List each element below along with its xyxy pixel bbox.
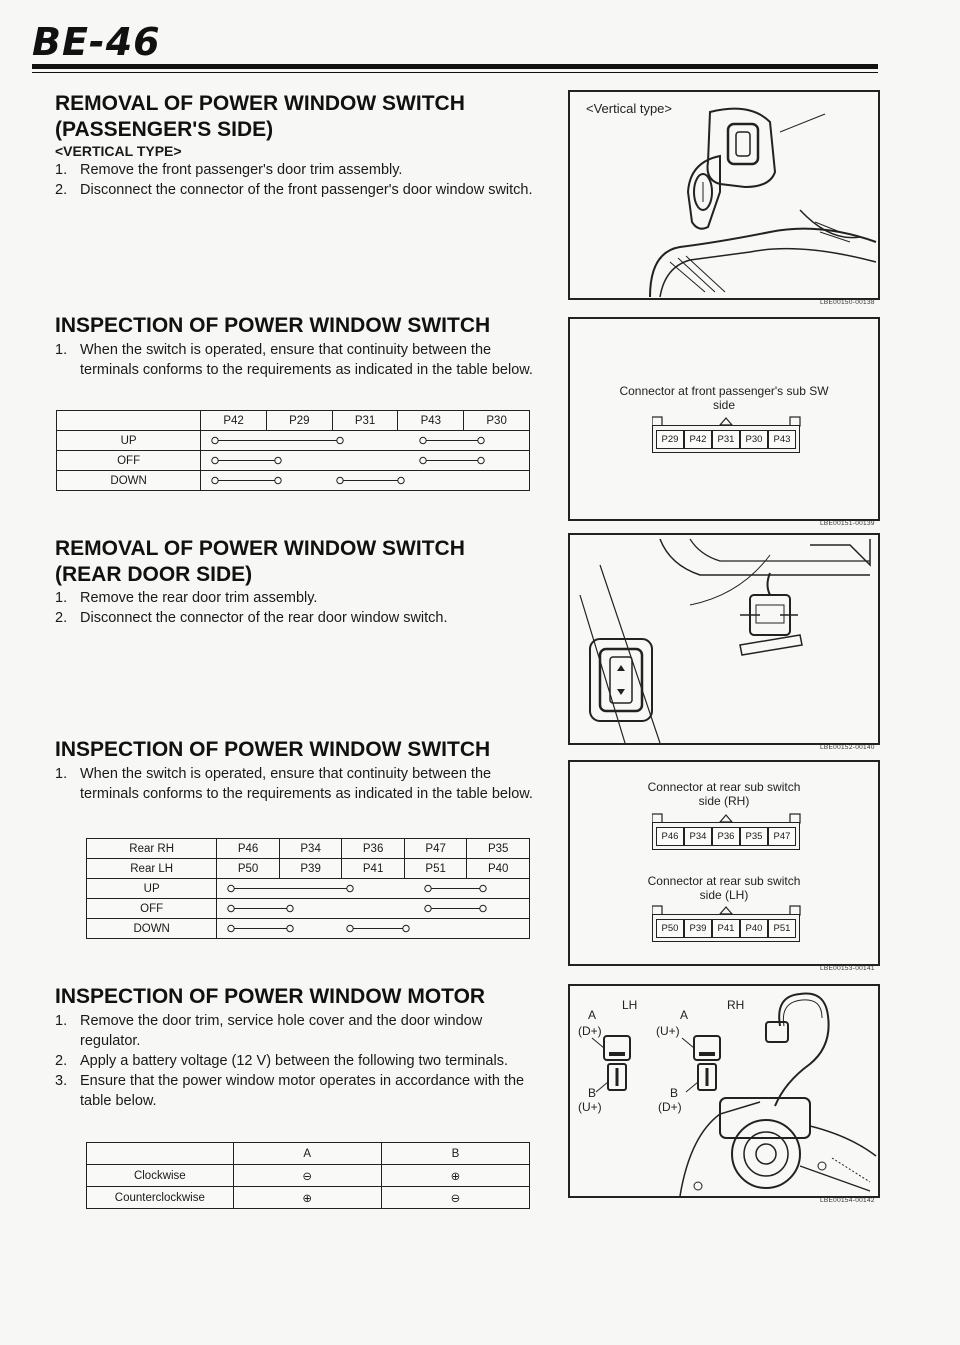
- pin: P41: [712, 919, 740, 938]
- figure-rear-connectors: [568, 760, 880, 966]
- figure-code: LBE00150-00138: [820, 299, 875, 306]
- continuity-table-front: P42 P29 P31 P43 P30 UP OFF DOWN: [56, 410, 530, 491]
- figure-code: LBE00151-00139: [820, 520, 875, 527]
- pin: P30: [740, 430, 768, 449]
- step: 1. When the switch is operated, ensure that continuity between the terminals conforms to the requirements as indicated in the table below.: [55, 342, 533, 378]
- door-trim-illustration: [570, 92, 878, 298]
- page-number: BE-46: [32, 20, 161, 64]
- step: 1. When the switch is operated, ensure that continuity between the terminals conforms to the requirements as indicated in the table below.: [55, 766, 533, 802]
- figure-code: LBE00152-00140: [820, 744, 875, 751]
- step: 1. Remove the front passenger's door trim assembly.: [55, 162, 403, 178]
- step: 1. Remove the rear door trim assembly.: [55, 590, 318, 606]
- figure-code: LBE00154-00142: [820, 1197, 875, 1204]
- rh-label: RH: [727, 998, 745, 1012]
- pin: P29: [656, 430, 684, 449]
- connector-rear-lh: [652, 904, 802, 944]
- pin: P42: [684, 430, 712, 449]
- pin: P35: [740, 827, 768, 846]
- pin: P46: [656, 827, 684, 846]
- section-title-removal-passenger: REMOVAL OF POWER WINDOW SWITCH: [55, 92, 465, 115]
- pin: P51: [768, 919, 796, 938]
- step: 1. Remove the door trim, service hole cover and the door window regulator.: [55, 1013, 483, 1049]
- steps-removal-passenger: [55, 160, 533, 200]
- terminal-b-rh-polarity: (D+): [658, 1100, 682, 1114]
- rear-door-illustration: [570, 535, 878, 743]
- header-rule: [32, 64, 878, 69]
- connector-rear-rh: [652, 812, 802, 852]
- step: 2. Apply a battery voltage (12 V) between the following two terminals.: [55, 1053, 508, 1069]
- figure-vertical-type-switch: [568, 90, 880, 300]
- motor-illustration: [570, 986, 878, 1196]
- subtitle-vertical-type: <VERTICAL TYPE>: [55, 143, 182, 159]
- motor-polarity-table: A B Clockwise ⊖ ⊕ Counterclockwise ⊕ ⊖: [86, 1142, 530, 1209]
- section-title-removal-rear: REMOVAL OF POWER WINDOW SWITCH: [55, 537, 465, 560]
- step: 2. Disconnect the connector of the rear door window switch.: [55, 610, 448, 626]
- pin: P36: [712, 827, 740, 846]
- figure-code: LBE00153-00141: [820, 965, 875, 972]
- terminal-a-rh: A: [680, 1008, 689, 1022]
- section-title-inspection-rear: INSPECTION OF POWER WINDOW SWITCH: [55, 738, 491, 761]
- pin: P39: [684, 919, 712, 938]
- terminal-b-lh-polarity: (U+): [578, 1100, 602, 1114]
- terminal-b-rh: B: [670, 1086, 679, 1100]
- connector-caption-rear-lh: Connector at rear sub switch side (LH): [647, 874, 801, 902]
- terminal-b-lh: B: [588, 1086, 597, 1100]
- pin: P31: [712, 430, 740, 449]
- figure-window-motor: [568, 984, 880, 1198]
- step: 2. Disconnect the connector of the front passenger's door window switch.: [55, 182, 533, 198]
- section-title-removal-rear-line2: (REAR DOOR SIDE): [55, 563, 253, 586]
- continuity-wires-off: [201, 451, 540, 470]
- figure-front-connector: [568, 317, 880, 521]
- continuity-wires-rear-off: [217, 899, 537, 918]
- section-title-inspection-front: INSPECTION OF POWER WINDOW SWITCH: [55, 314, 491, 337]
- figure-rear-door-switch: [568, 533, 880, 745]
- pin: P40: [740, 919, 768, 938]
- terminal-a-rh-polarity: (U+): [656, 1024, 680, 1038]
- connector-caption-front: Connector at front passenger's sub SW side: [619, 384, 829, 412]
- steps-inspection-front: [55, 340, 533, 380]
- continuity-wires-rear-up: [217, 879, 537, 898]
- continuity-wires-up: [201, 431, 540, 450]
- lh-label: LH: [622, 998, 638, 1012]
- terminal-a-lh: A: [588, 1008, 597, 1022]
- continuity-wires-rear-down: [217, 919, 537, 938]
- continuity-wires-down: [201, 471, 540, 490]
- section-title-removal-passenger-line2: (PASSENGER'S SIDE): [55, 118, 274, 141]
- header-rule-thin: [32, 72, 878, 73]
- section-title-inspection-motor: INSPECTION OF POWER WINDOW MOTOR: [55, 985, 486, 1008]
- steps-inspection-motor: [55, 1011, 533, 1111]
- pin: P34: [684, 827, 712, 846]
- steps-removal-rear: [55, 588, 533, 628]
- terminal-a-lh-polarity: (D+): [578, 1024, 602, 1038]
- pin: P47: [768, 827, 796, 846]
- pin: P50: [656, 919, 684, 938]
- step: 3. Ensure that the power window motor operates in accordance with the table below.: [55, 1073, 525, 1109]
- connector-front: [652, 415, 802, 455]
- steps-inspection-rear: [55, 764, 533, 804]
- continuity-table-rear: Rear RH P46 P34 P36 P47 P35 Rear LH P50 P39 P41 P51 P40 UP OFF DOWN: [86, 838, 530, 939]
- figure-caption: <Vertical type>: [586, 101, 672, 116]
- connector-caption-rear-rh: Connector at rear sub switch side (RH): [647, 780, 801, 808]
- pin: P43: [768, 430, 796, 449]
